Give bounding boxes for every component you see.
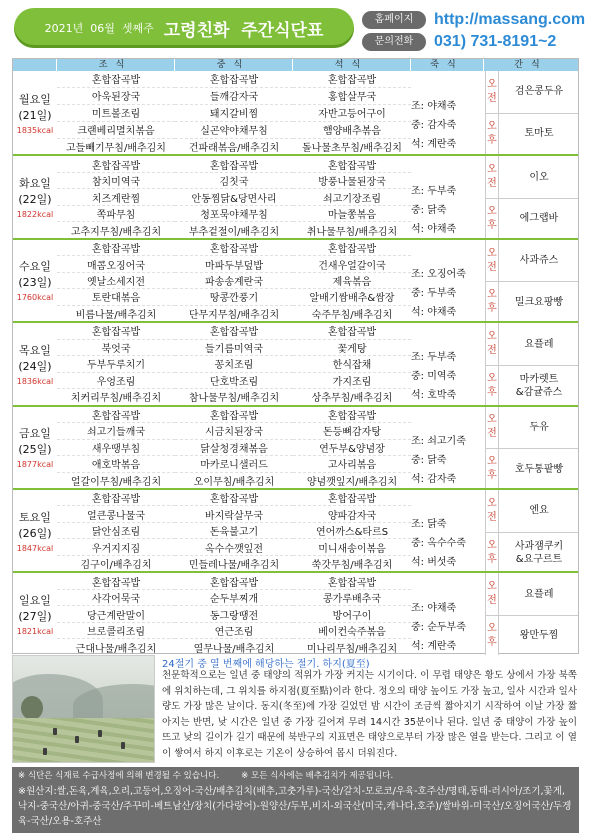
phone-number: 031) 731-8191~2 xyxy=(434,33,557,50)
menu-item: 김구이/배추김치 xyxy=(80,560,152,572)
menu-item: 혼합잡곡밥 xyxy=(57,490,175,506)
menu-item: 연근조림 xyxy=(175,623,293,639)
day-date: (23일) xyxy=(18,276,52,290)
snack-slot-am xyxy=(485,156,499,198)
porridge-menu xyxy=(411,490,483,571)
menu-item: 숙주무침/배추김치 xyxy=(311,309,393,321)
porridge-item: 석: 야채죽 xyxy=(411,223,457,235)
column-header-dinner: 석식 xyxy=(293,59,411,71)
lunch-menu xyxy=(175,71,293,154)
menu-item: 콩가루배추국 xyxy=(293,590,411,606)
porridge-menu xyxy=(411,323,483,404)
lunch-menu xyxy=(175,490,293,571)
menu-item: 얼갈이무침/배추김치 xyxy=(70,476,162,488)
day-cell xyxy=(13,240,57,321)
menu-item: 북엇국 xyxy=(57,340,175,356)
day-kcal: 1822kcal xyxy=(16,210,54,220)
snack-divider xyxy=(485,532,578,533)
menu-item: 미트볼조림 xyxy=(57,105,175,122)
snack-slot-pm xyxy=(485,113,499,155)
homepage-row xyxy=(362,10,585,30)
day-row xyxy=(13,571,578,654)
day-name: 화요일 xyxy=(19,177,51,191)
menu-item: 실곤약야채무침 xyxy=(175,122,293,139)
snack-slot-char: 오 xyxy=(487,372,497,384)
phone-label: 문의전화 xyxy=(362,33,426,51)
menu-item: 치즈계란찜 xyxy=(57,189,175,205)
day-cell xyxy=(13,407,57,488)
menu-item: 고들빼기무침/배추김치 xyxy=(66,142,166,154)
menu-item: 고사리볶음 xyxy=(293,456,411,472)
menu-item: 혼합잡곡밥 xyxy=(293,407,411,423)
day-row xyxy=(13,405,578,488)
breakfast-menu xyxy=(57,490,175,571)
snack-slot-am xyxy=(485,240,499,282)
menu-item: 알배기쌈배추&쌈장 xyxy=(293,289,411,305)
snack-am: 두유 xyxy=(529,421,549,433)
column-header-porridge: 죽식 xyxy=(411,59,484,71)
breakfast-menu xyxy=(57,573,175,654)
menu-item: 혼합잡곡밥 xyxy=(57,323,175,339)
menu-item: 청포묵야채무침 xyxy=(175,206,293,222)
snack-slot-char: 오 xyxy=(487,247,497,259)
menu-item: 방풍나물된장국 xyxy=(293,173,411,189)
snack-slot-char: 전 xyxy=(487,92,497,104)
farm-painting-image xyxy=(12,655,155,763)
dinner-menu xyxy=(293,490,411,571)
title-banner xyxy=(14,8,354,48)
day-date: (26일) xyxy=(18,526,52,540)
menu-item: 브로콜리조림 xyxy=(57,623,175,639)
menu-item: 혼합잡곡밥 xyxy=(293,323,411,339)
day-cell xyxy=(13,71,57,154)
menu-item: 돈육불고기 xyxy=(175,523,293,539)
lunch-menu xyxy=(175,407,293,488)
snack-slot-char: 전 xyxy=(487,261,497,273)
weekly-menu-table xyxy=(12,58,579,654)
menu-item: 혼합잡곡밥 xyxy=(293,71,411,88)
menu-item: 꽃게탕 xyxy=(293,340,411,356)
snack-slot-char: 후 xyxy=(487,134,497,146)
menu-item: 양파감자국 xyxy=(293,506,411,522)
breakfast-menu xyxy=(57,407,175,488)
menu-item: 사각어묵국 xyxy=(57,590,175,606)
day-cell xyxy=(13,490,57,571)
porridge-item: 조: 오징어죽 xyxy=(411,268,466,280)
menu-item: 혼합잡곡밥 xyxy=(57,240,175,256)
snack-slot-char: 오 xyxy=(487,622,497,634)
snack-slot-char: 오 xyxy=(487,78,497,90)
menu-item: 돌나물초무침/배추김치 xyxy=(302,142,402,154)
porridge-item: 석: 계란죽 xyxy=(411,139,457,151)
week-period: 2021년 06월 셋째주 xyxy=(44,22,154,35)
menu-item: 오이무침/배추김치 xyxy=(193,476,275,488)
porridge-item: 중: 닭죽 xyxy=(411,204,447,216)
snack-slot-am xyxy=(485,407,499,449)
snack-divider xyxy=(485,281,578,282)
menu-item: 마파두부덮밥 xyxy=(175,256,293,272)
menu-item: 쇠고기장조림 xyxy=(293,189,411,205)
snack-slot-char: 오 xyxy=(487,539,497,551)
menu-item: 돼지갈비찜 xyxy=(175,105,293,122)
day-row xyxy=(13,71,578,154)
menu-item: 취나물무침/배추김치 xyxy=(306,226,398,238)
snack-pm: 토마토 xyxy=(524,128,554,140)
porridge-item: 중: 옥수수죽 xyxy=(411,538,466,550)
day-kcal: 1821kcal xyxy=(16,627,54,637)
snack-slot-char: 전 xyxy=(487,428,497,440)
porridge-item: 석: 계란죽 xyxy=(411,640,457,652)
snack-slot-char: 오 xyxy=(487,120,497,132)
day-kcal: 1877kcal xyxy=(16,460,54,470)
menu-item: 연어까스&타르S xyxy=(293,523,411,539)
homepage-label: 홈페이지 xyxy=(362,11,426,29)
porridge-item: 석: 야채죽 xyxy=(411,306,457,318)
snack-slot-pm xyxy=(485,615,499,657)
snack-pm: 마카렛트 &감귤쥬스 xyxy=(515,373,563,398)
breakfast-menu xyxy=(57,71,175,154)
snack-slot-pm xyxy=(485,448,499,490)
day-kcal: 1836kcal xyxy=(16,376,54,386)
menu-item: 방어구이 xyxy=(293,606,411,622)
snack-slot-char: 전 xyxy=(487,345,497,357)
snack-slot-am xyxy=(485,490,499,532)
menu-item: 비름나물/배추김치 xyxy=(75,309,157,321)
menu-item: 상추무침/배추김치 xyxy=(311,393,393,405)
menu-item: 파송송계란국 xyxy=(175,273,293,289)
menu-item: 우거지지짐 xyxy=(57,539,175,555)
snack-slot-pm xyxy=(485,532,499,574)
snack-slot-pm xyxy=(485,281,499,323)
snack-slot-char: 후 xyxy=(487,219,497,231)
day-name: 토요일 xyxy=(19,510,51,524)
footer-note-menu-change: ※ 식단은 식재료 수급사정에 의해 변경될 수 있습니다. xyxy=(18,771,220,781)
menu-item: 시금치된장국 xyxy=(175,423,293,439)
dinner-menu xyxy=(293,71,411,154)
day-name: 일요일 xyxy=(19,594,51,608)
menu-item: 아욱된장국 xyxy=(57,88,175,105)
menu-item: 단무지무침/배추김치 xyxy=(188,309,280,321)
snack-slot-char: 후 xyxy=(487,303,497,315)
snack-slot-am xyxy=(485,323,499,365)
menu-item: 참치미역국 xyxy=(57,173,175,189)
dinner-menu xyxy=(293,573,411,654)
snack-slot-char: 후 xyxy=(487,386,497,398)
menu-item: 김칫국 xyxy=(175,173,293,189)
snack-pm: 에그랩바 xyxy=(519,213,559,225)
lunch-menu xyxy=(175,573,293,654)
dinner-menu xyxy=(293,156,411,237)
menu-item: 혼합잡곡밥 xyxy=(57,71,175,88)
snack-slot-char: 오 xyxy=(487,497,497,509)
snack-slot-char: 전 xyxy=(487,511,497,523)
menu-item: 가지조림 xyxy=(293,373,411,389)
porridge-item: 중: 두부죽 xyxy=(411,287,457,299)
menu-item: 베이컨숙주볶음 xyxy=(293,623,411,639)
menu-item: 쑥갓무침/배추김치 xyxy=(311,560,393,572)
snack-slot-am xyxy=(485,573,499,615)
footer-origin-info: ※원산지:쌀,돈육,계육,오리,고등어,오징어-국산/배추김치(배추,고춧가루)-국산/갈치-모로코/우육-호주산/명태,동태-러시아/조기,꽃게,낙지-중국산/아귀-중국산/주꾸미-베트남산/장치(가다랑어)-원양산/두부,비지-외국산(미국,캐나다,호주)/쌀바위-미국산/오징어국산/두겡육-국산/오용-호주산 xyxy=(18,786,572,827)
porridge-item: 조: 닭죽 xyxy=(411,519,447,531)
day-date: (25일) xyxy=(18,443,52,457)
porridge-menu xyxy=(411,573,483,654)
snack-divider xyxy=(485,113,578,114)
porridge-menu xyxy=(411,71,483,154)
menu-item: 고추지무침/배추김치 xyxy=(70,226,162,238)
porridge-item: 석: 감자죽 xyxy=(411,473,457,485)
menu-item: 혼합잡곡밥 xyxy=(293,240,411,256)
menu-item: 민들레나물/배추김치 xyxy=(188,560,280,572)
snack-slot-char: 전 xyxy=(487,178,497,190)
lunch-menu xyxy=(175,323,293,404)
homepage-link[interactable]: http://massang.com xyxy=(434,11,586,28)
menu-item: 새우땡부침 xyxy=(57,440,175,456)
snack-slot-char: 후 xyxy=(487,636,497,648)
menu-item: 단호박조림 xyxy=(175,373,293,389)
menu-item: 한식잡채 xyxy=(293,356,411,372)
menu-item: 당근계란말이 xyxy=(57,606,175,622)
day-cell xyxy=(13,573,57,654)
day-date: (24일) xyxy=(18,359,52,373)
menu-item: 애호박볶음 xyxy=(57,456,175,472)
day-row xyxy=(13,238,578,321)
page-title: 고령친화 주간식단표 xyxy=(163,20,324,41)
menu-item: 연두부&양념장 xyxy=(293,440,411,456)
porridge-menu xyxy=(411,156,483,237)
snack-slot-char: 오 xyxy=(487,205,497,217)
menu-item: 얼큰콩나물국 xyxy=(57,506,175,522)
porridge-item: 조: 야채죽 xyxy=(411,602,457,614)
column-header-breakfast: 조식 xyxy=(57,59,175,71)
menu-item: 쇠고기들깨국 xyxy=(57,423,175,439)
menu-item: 동그랑땡전 xyxy=(175,606,293,622)
snack-slot-char: 오 xyxy=(487,414,497,426)
menu-item: 자반고등어구이 xyxy=(293,105,411,122)
snack-slot-char: 오 xyxy=(487,289,497,301)
menu-item: 돈등뼈감자탕 xyxy=(293,423,411,439)
column-header-day xyxy=(13,59,57,71)
menu-item: 우엉조림 xyxy=(57,373,175,389)
day-kcal: 1847kcal xyxy=(16,543,54,553)
breakfast-menu xyxy=(57,156,175,237)
porridge-item: 조: 야채죽 xyxy=(411,101,457,113)
menu-item: 혼합잡곡밥 xyxy=(57,573,175,589)
menu-item: 혼합잡곡밥 xyxy=(175,573,293,589)
menu-item: 들깨감자국 xyxy=(175,88,293,105)
porridge-item: 조: 쇠고기죽 xyxy=(411,435,466,447)
day-row xyxy=(13,321,578,404)
menu-item: 미나리무침/배추김치 xyxy=(306,643,398,655)
menu-item: 마카로니샐러드 xyxy=(175,456,293,472)
breakfast-menu xyxy=(57,323,175,404)
snack-am: 요플레 xyxy=(524,338,554,350)
day-name: 수요일 xyxy=(19,260,51,274)
menu-item: 혼합잡곡밥 xyxy=(175,407,293,423)
lunch-menu xyxy=(175,156,293,237)
menu-item: 닭살청경채볶음 xyxy=(175,440,293,456)
snack-pm: 호두통팥빵 xyxy=(514,463,564,475)
column-header-snack: 간식 xyxy=(484,59,578,71)
snack-pm: 밀크요팡빵 xyxy=(514,296,564,308)
menu-item: 들기름미역국 xyxy=(175,340,293,356)
porridge-menu xyxy=(411,240,483,321)
day-date: (22일) xyxy=(18,193,52,207)
menu-item: 부추겉절이/배추김치 xyxy=(188,226,280,238)
menu-item: 혼합잡곡밥 xyxy=(57,156,175,172)
porridge-item: 중: 닭죽 xyxy=(411,454,447,466)
day-kcal: 1835kcal xyxy=(16,125,54,135)
menu-item: 미니새송이볶음 xyxy=(293,539,411,555)
menu-item: 햄양배추볶음 xyxy=(293,122,411,139)
porridge-item: 중: 순두부죽 xyxy=(411,621,466,633)
menu-item: 혼합잡곡밥 xyxy=(293,156,411,172)
porridge-item: 석: 호박죽 xyxy=(411,390,457,402)
day-cell xyxy=(13,323,57,404)
snack-slot-pm xyxy=(485,198,499,240)
dinner-menu xyxy=(293,407,411,488)
menu-item: 열무나물/배추김치 xyxy=(193,643,275,655)
menu-item: 옛날소세지전 xyxy=(57,273,175,289)
day-name: 금요일 xyxy=(19,427,51,441)
snack-divider xyxy=(485,615,578,616)
snack-divider xyxy=(485,448,578,449)
snack-pm: 왕만두찜 xyxy=(519,630,559,642)
menu-item: 근대나물/배추김치 xyxy=(75,643,157,655)
menu-item: 매콤오징어국 xyxy=(57,256,175,272)
day-row xyxy=(13,488,578,571)
header xyxy=(0,0,591,58)
snack-divider xyxy=(485,198,578,199)
menu-item: 혼합잡곡밥 xyxy=(57,407,175,423)
day-kcal: 1760kcal xyxy=(16,293,54,303)
menu-item: 닭안심조림 xyxy=(57,523,175,539)
snack-am: 이오 xyxy=(529,171,549,183)
snack-slot-am xyxy=(485,71,499,113)
menu-item: 혼합잡곡밥 xyxy=(293,573,411,589)
snack-slot-char: 오 xyxy=(487,581,497,593)
porridge-item: 중: 미역죽 xyxy=(411,371,457,383)
day-name: 목요일 xyxy=(19,343,51,357)
menu-item: 안동찜닭&당면사리 xyxy=(175,189,293,205)
porridge-item: 중: 감자죽 xyxy=(411,120,457,132)
menu-item: 토란대볶음 xyxy=(57,289,175,305)
footer xyxy=(12,767,579,833)
note-heading: 24절기 중 열 번째에 해당하는 절기. 하지(夏至) xyxy=(162,659,370,670)
note-body: 천문학적으로는 일년 중 태양의 적위가 가장 커지는 시기이다. 이 무렵 태양은 황도 상에서 가장 북쪽에 위치하는데, 그 위치를 하지점(夏至點)이라 한다. 정오의 태양 높이도 가장 높고, 일사 시간과 일사량도 가장 많은 날이다. 동지(冬至)에 가장 길었던 밤 시간이 조금씩 짧아지기 시작하여 이날 가장 짧아지는 반면, 낮 시간은 일년 중 가장 길어져 무려 14시간 35분이나 된다. 일년 중 태양이 가장 높이 뜨고 낮의 길이가 길기 때문에 북반구의 지표면은 태양으로부터 가장 많은 열을 받는다. 그리고 이 열이 쌓여서 하지 이후로는 기온이 상승하여 몹시 더워진다. xyxy=(162,670,577,759)
menu-item: 꽁치조림 xyxy=(175,356,293,372)
lunch-menu xyxy=(175,240,293,321)
menu-item: 혼합잡곡밥 xyxy=(175,156,293,172)
snack-slot-char: 오 xyxy=(487,164,497,176)
snack-slot-char: 오 xyxy=(487,331,497,343)
phone-row xyxy=(362,32,556,52)
day-cell xyxy=(13,156,57,237)
menu-item: 혼합잡곡밥 xyxy=(175,490,293,506)
snack-slot-char: 전 xyxy=(487,595,497,607)
column-header-lunch: 중식 xyxy=(175,59,293,71)
snack-slot-char: 후 xyxy=(487,553,497,565)
day-row xyxy=(13,154,578,237)
day-date: (27일) xyxy=(18,610,52,624)
footer-note-kimchi: ※ 모든 식사에는 배추김치가 제공됩니다. xyxy=(241,771,394,781)
porridge-item: 조: 두부죽 xyxy=(411,352,457,364)
dinner-menu xyxy=(293,240,411,321)
menu-item: 제육볶음 xyxy=(293,273,411,289)
menu-item: 건파래볶음/배추김치 xyxy=(188,142,280,154)
menu-item: 홍합살무국 xyxy=(293,88,411,105)
snack-pm: 사과잼쿠키 &요구르트 xyxy=(514,540,564,565)
menu-item: 치커리무침/배추김치 xyxy=(70,393,162,405)
menu-item: 쪽파무침 xyxy=(57,206,175,222)
column-header-row xyxy=(13,59,578,71)
menu-item: 혼합잡곡밥 xyxy=(175,71,293,88)
dinner-menu xyxy=(293,323,411,404)
day-name: 월요일 xyxy=(19,92,51,106)
menu-item: 양념깻잎지/배추김치 xyxy=(306,476,398,488)
menu-item: 마늘쫑볶음 xyxy=(293,206,411,222)
menu-item: 혼합잡곡밥 xyxy=(175,240,293,256)
menu-item: 건새우얼갈이국 xyxy=(293,256,411,272)
snack-slot-char: 후 xyxy=(487,470,497,482)
porridge-item: 조: 두부죽 xyxy=(411,185,457,197)
snack-am: 검은콩두유 xyxy=(514,86,564,98)
snack-am: 요플레 xyxy=(524,588,554,600)
menu-item: 바지락살무국 xyxy=(175,506,293,522)
porridge-menu xyxy=(411,407,483,488)
day-date: (21일) xyxy=(18,108,52,122)
menu-item: 크랜베리멸치볶음 xyxy=(57,122,175,139)
snack-slot-pm xyxy=(485,365,499,407)
menu-item: 혼합잡곡밥 xyxy=(175,323,293,339)
solar-term-note xyxy=(12,655,579,765)
menu-item: 혼합잡곡밥 xyxy=(293,490,411,506)
menu-item: 두부두루치기 xyxy=(57,356,175,372)
menu-item: 옥수수깻잎전 xyxy=(175,539,293,555)
porridge-item: 석: 버섯죽 xyxy=(411,557,457,569)
snack-slot-char: 오 xyxy=(487,456,497,468)
snack-am: 엔요 xyxy=(529,505,549,517)
menu-item: 땅콩깐풍기 xyxy=(175,289,293,305)
snack-am: 사과쥬스 xyxy=(519,255,559,267)
snack-divider xyxy=(485,365,578,366)
breakfast-menu xyxy=(57,240,175,321)
menu-item: 순두부찌개 xyxy=(175,590,293,606)
menu-item: 참나물무침/배추김치 xyxy=(188,393,280,405)
